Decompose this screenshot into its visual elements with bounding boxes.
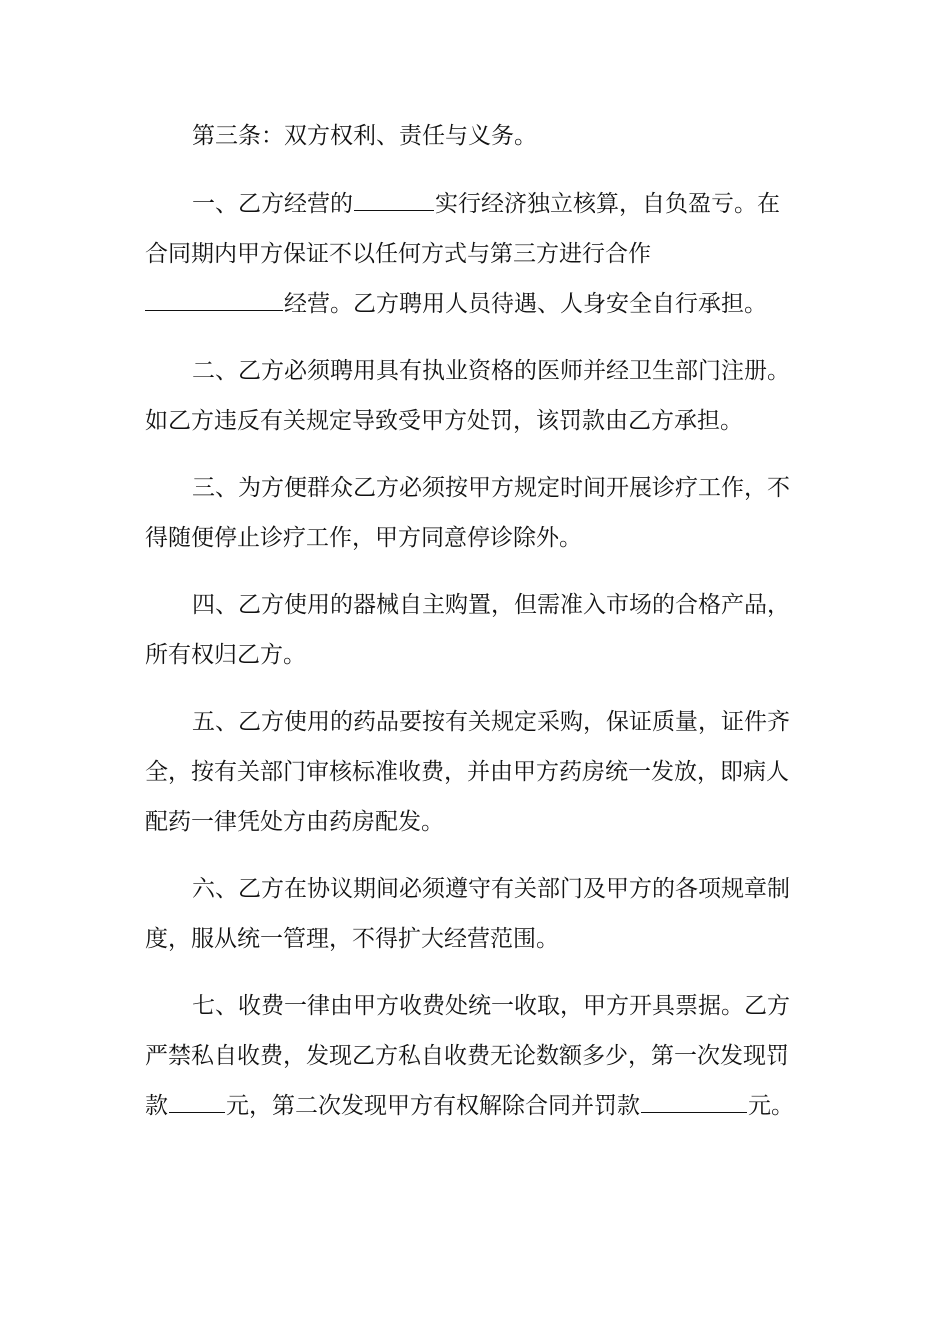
clause-7-text-b: 元，第二次发现甲方有权解除合同并罚款 — [226, 1093, 640, 1119]
clause-7-line-3 — [145, 1090, 825, 1122]
clause-3-line-2: 得随便停止诊疗工作，甲方同意停诊除外。 — [145, 525, 582, 551]
clause-6-line-1: 六、乙方在协议期间必须遵守有关部门及甲方的各项规章制 — [192, 876, 790, 902]
fill-blank-cooperation — [145, 288, 283, 311]
clause-5-line-2: 全，按有关部门审核标准收费，并由甲方药房统一发放，即病人 — [145, 759, 789, 785]
clause-1-text-a: 一、乙方经营的 — [192, 191, 353, 217]
clause-3-line-1: 三、为方便群众乙方必须按甲方规定时间开展诊疗工作，不 — [192, 475, 790, 501]
fill-blank-second-fine — [641, 1090, 747, 1113]
clause-7-text-c: 元。 — [748, 1093, 794, 1119]
fill-blank-business — [354, 188, 434, 211]
clause-1-text-b: 实行经济独立核算，自负盈亏。在 — [435, 191, 780, 217]
article-heading: 第三条：双方权利、责任与义务。 — [192, 123, 537, 149]
clause-1-text-c: 经营。乙方聘用人员待遇、人身安全自行承担。 — [284, 291, 767, 317]
fill-blank-first-fine — [169, 1090, 225, 1113]
clause-5-line-1: 五、乙方使用的药品要按有关规定采购，保证质量，证件齐 — [192, 709, 790, 735]
clause-4-line-2: 所有权归乙方。 — [145, 642, 306, 668]
clause-4-line-1: 四、乙方使用的器械自主购置，但需准入市场的合格产品， — [192, 592, 790, 618]
clause-5-line-3: 配药一律凭处方由药房配发。 — [145, 809, 444, 835]
clause-7-line-2: 严禁私自收费，发现乙方私自收费无论数额多少，第一次发现罚 — [145, 1043, 789, 1069]
clause-2-line-1: 二、乙方必须聘用具有执业资格的医师并经卫生部门注册。 — [192, 358, 790, 384]
clause-6-line-2: 度，服从统一管理，不得扩大经营范围。 — [145, 926, 559, 952]
clause-7-line-1: 七、收费一律由甲方收费处统一收取，甲方开具票据。乙方 — [192, 993, 790, 1019]
clause-1-line-2: 合同期内甲方保证不以任何方式与第三方进行合作 — [145, 241, 651, 267]
clause-1-line-1 — [192, 188, 825, 220]
clause-7-text-a: 款 — [145, 1093, 168, 1119]
clause-1-line-3 — [145, 288, 825, 320]
clause-2-line-2: 如乙方违反有关规定导致受甲方处罚，该罚款由乙方承担。 — [145, 408, 743, 434]
